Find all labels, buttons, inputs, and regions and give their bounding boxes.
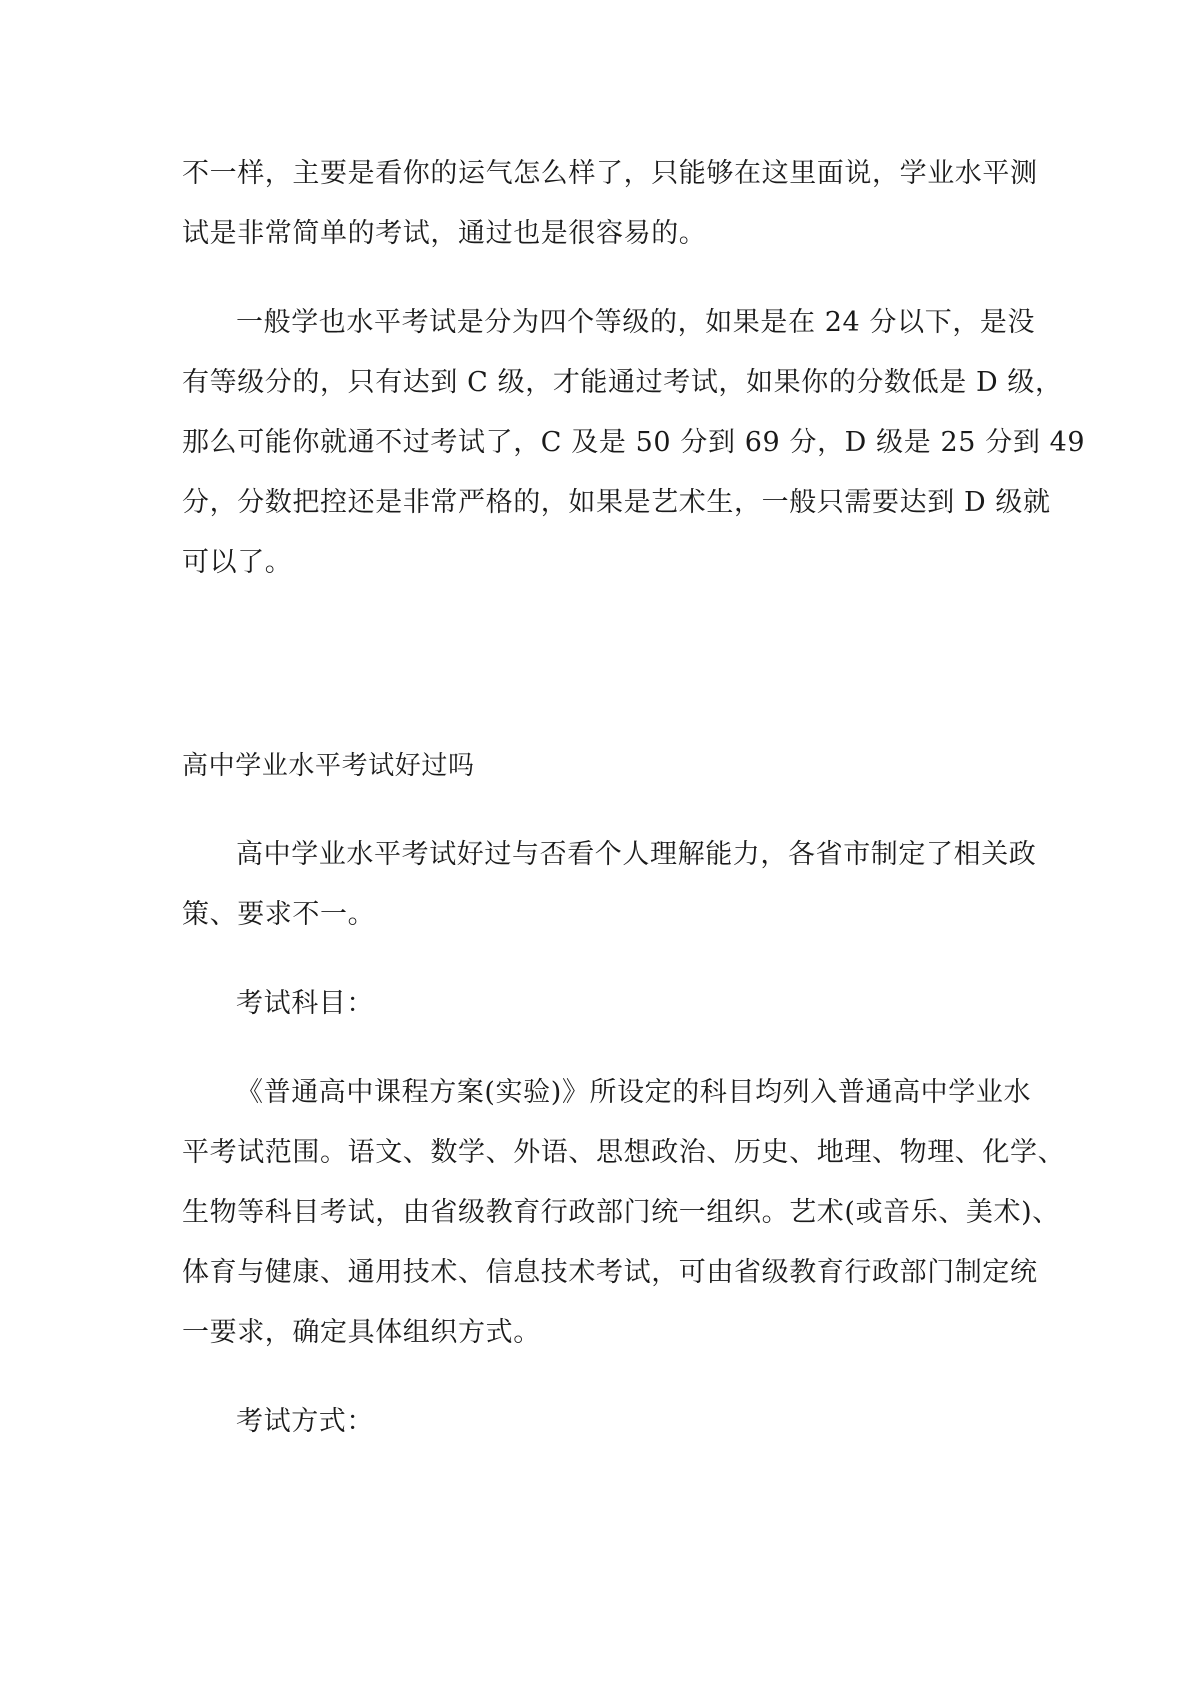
paragraph-4-line-3: 生物等科目考试，由省级教育行政部门统一组织。艺术(或音乐、美术)、 bbox=[182, 1197, 1060, 1228]
paragraph-4-line-2: 平考试范围。语文、数学、外语、思想政治、历史、地理、物理、化学、 bbox=[182, 1137, 1066, 1168]
paragraph-1-line-2: 试是非常简单的考试，通过也是很容易的。 bbox=[182, 218, 707, 249]
paragraph-2-line-3: 那么可能你就通不过考试了，C 及是 50 分到 69 分，D 级是 25 分到 49 bbox=[182, 427, 1086, 458]
paragraph-4-line-5: 一要求，确定具体组织方式。 bbox=[182, 1317, 541, 1348]
subject-label: 考试科目： bbox=[236, 988, 374, 1019]
paragraph-4-line-1: 《普通高中课程方案(实验)》所设定的科目均列入普通高中学业水 bbox=[236, 1077, 1032, 1108]
paragraph-3-line-2: 策、要求不一。 bbox=[182, 899, 376, 930]
paragraph-2-line-2: 有等级分的，只有达到 C 级，才能通过考试，如果你的分数低是 D 级， bbox=[182, 367, 1063, 398]
method-label: 考试方式： bbox=[236, 1406, 374, 1437]
paragraph-2-line-5: 可以了。 bbox=[182, 547, 293, 578]
paragraph-2-line-4: 分，分数把控还是非常严格的，如果是艺术生，一般只需要达到 D 级就 bbox=[182, 487, 1051, 518]
paragraph-1-line-1: 不一样，主要是看你的运气怎么样了，只能够在这里面说，学业水平测 bbox=[182, 158, 1038, 189]
paragraph-3-line-1: 高中学业水平考试好过与否看个人理解能力，各省市制定了相关政 bbox=[236, 839, 1037, 870]
paragraph-4-line-4: 体育与健康、通用技术、信息技术考试，可由省级教育行政部门制定统 bbox=[182, 1257, 1038, 1288]
paragraph-2-line-1: 一般学也水平考试是分为四个等级的，如果是在 24 分以下，是没 bbox=[236, 307, 1036, 338]
section-heading: 高中学业水平考试好过吗 bbox=[182, 751, 475, 781]
